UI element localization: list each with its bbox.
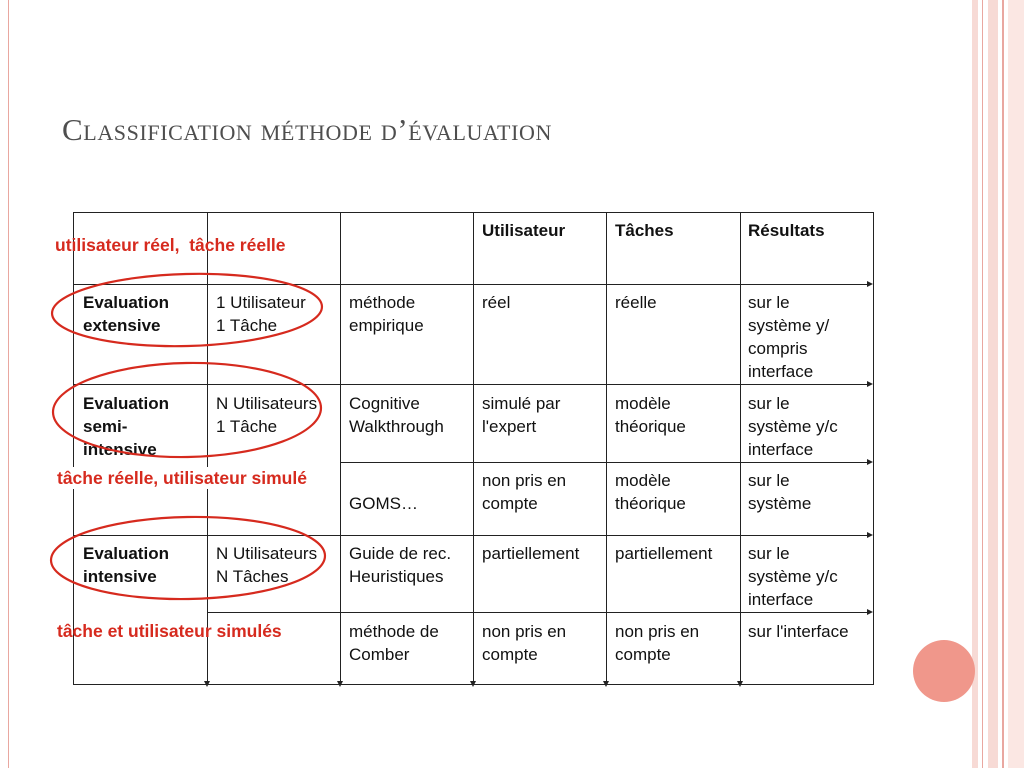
row1-users-tasks: 1 Utilisateur 1 Tâche: [216, 293, 306, 335]
arrow-down-icon: [204, 681, 210, 687]
row1-evaluation: Evaluation extensive: [83, 293, 169, 335]
annotation-task-user-simulated: tâche et utilisateur simulés: [57, 621, 282, 641]
row3-taches: modèle théorique: [615, 471, 686, 513]
row3-method: GOMS…: [349, 494, 418, 513]
arrow-right-icon: [867, 532, 873, 538]
row4-evaluation: Evaluation intensive: [83, 544, 169, 586]
row1-utilisateur: réel: [482, 293, 511, 312]
table-column-divider: [340, 212, 341, 684]
header-utilisateur: Utilisateur: [482, 221, 566, 240]
row4-utilisateur: partiellement: [482, 544, 580, 563]
row4-users-tasks: N Utilisateurs N Tâches: [216, 544, 318, 586]
table-border-top: [73, 212, 874, 213]
table-row-divider: [73, 535, 868, 536]
header-taches: Tâches: [615, 221, 674, 240]
arrow-right-icon: [867, 609, 873, 615]
row3-resultats: sur le système: [748, 471, 812, 513]
table-row-divider: [340, 462, 868, 463]
header-resultats: Résultats: [748, 221, 825, 240]
arrow-right-icon: [867, 459, 873, 465]
table-border-right: [873, 212, 874, 684]
table-row-divider: [73, 284, 868, 285]
annotation-real-user-real-task: utilisateur réel, tâche réelle: [55, 235, 286, 255]
table-column-divider: [207, 212, 208, 684]
table-column-divider: [606, 212, 607, 684]
row1-resultats: sur le système y/ compris interface: [748, 293, 830, 381]
arrow-right-icon: [867, 381, 873, 387]
arrow-down-icon: [737, 681, 743, 687]
row2-evaluation: Evaluation semi- intensive: [83, 394, 169, 459]
table-row-divider: [73, 384, 868, 385]
row5-resultats: sur l'interface: [748, 622, 849, 641]
arrow-down-icon: [337, 681, 343, 687]
row2-utilisateur: simulé par l'expert: [482, 394, 561, 436]
row5-utilisateur: non pris en compte: [482, 622, 567, 664]
row5-method: méthode de Comber: [349, 622, 439, 664]
row2-method: Cognitive Walkthrough: [349, 394, 444, 436]
row4-taches: partiellement: [615, 544, 713, 563]
table-row-divider: [207, 612, 868, 613]
row4-method: Guide de rec. Heuristiques: [349, 544, 452, 586]
row2-resultats: sur le système y/c interface: [748, 394, 838, 459]
slide-title: Classification méthode d’évaluation: [62, 112, 552, 147]
table-column-divider: [473, 212, 474, 684]
arrow-down-icon: [470, 681, 476, 687]
row5-taches: non pris en compte: [615, 622, 700, 664]
row1-method: méthode empirique: [349, 293, 424, 335]
row4-resultats: sur le système y/c interface: [748, 544, 838, 609]
table-column-divider: [740, 212, 741, 684]
arrow-down-icon: [603, 681, 609, 687]
row1-taches: réelle: [615, 293, 657, 312]
annotation-real-task-simulated-user: tâche réelle, utilisateur simulé: [57, 468, 307, 488]
arrow-right-icon: [867, 281, 873, 287]
row2-users-tasks: N Utilisateurs 1 Tâche: [216, 394, 318, 436]
row2-taches: modèle théorique: [615, 394, 686, 436]
row3-utilisateur: non pris en compte: [482, 471, 567, 513]
table-border-left: [73, 212, 74, 684]
